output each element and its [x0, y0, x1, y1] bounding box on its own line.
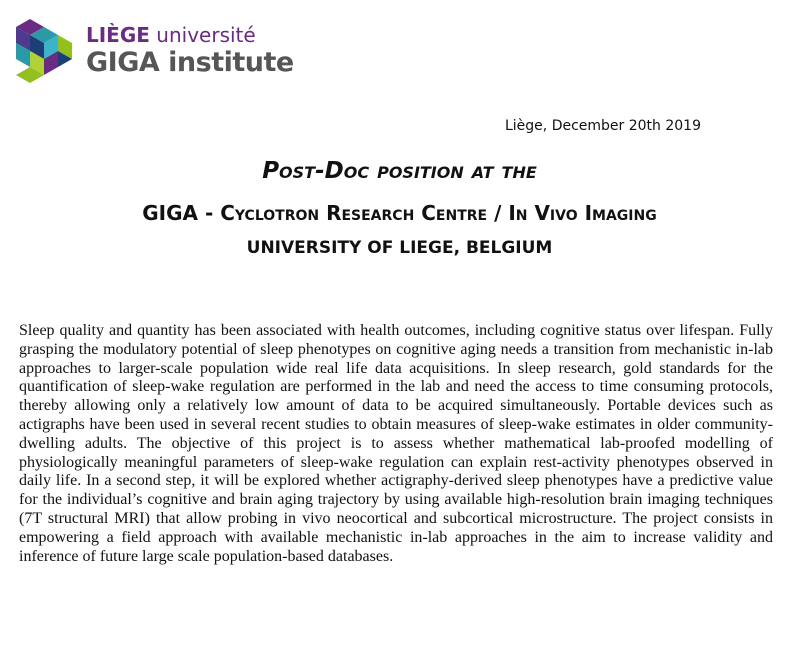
- title-line-2-text: GIGA - Cyclotron Research Centre / In Vivo Imaging: [142, 201, 657, 225]
- title-line-3: UNIVERSITY OF LIEGE, BELGIUM: [246, 238, 553, 258]
- giga-logo-mark-icon: [16, 19, 76, 85]
- logo-university-name-bold: LIÈGE: [86, 23, 150, 47]
- title-line-1-text: Post-Doc position at the: [262, 158, 537, 184]
- body-paragraph: Sleep quality and quantity has been associated with health outcomes, including cognitive status over lifespan. Fully grasping the modulatory potential of sleep phenotypes on cognitive aging needs a transition from mechanistic in-lab approaches to larger-scale population wide real life data acquisitions. In sleep research, gold standards for the quantification of sleep-wake regulation are performed in the lab and need the access to time consuming protocols, thereby allowing only a relatively low amount of data to be acquired simultaneously. Portable devices such as actigraphs have been used in several recent studies to obtain measures of sleep-wake estimates in older community-dwelling adults. The objective of this project is to assess whether mathematical lab-proofed modelling of physiologically meaningful parameters of sleep-wake regulation can explain rest-activity phenotypes observed in daily life. In a second step, it will be explored whether actigraphy-derived sleep phenotypes have a predictive value for the individual’s cognitive and brain aging trajectory by using available high-resolution brain imaging techniques (7T structural MRI) that allow probing in vivo neocortical and subcortical microstructure. The project consists in empowering a field approach with available mechanistic in-lab approaches in the aim to increase validity and inference of future large scale population-based databases.: [19, 322, 773, 565]
- university-logo: [16, 19, 294, 85]
- logo-university-name: [86, 23, 256, 47]
- logo-institute-name: GIGA institute: [86, 47, 294, 78]
- title-line-1: [0, 158, 799, 184]
- place-date: Liège, December 20th 2019: [504, 118, 701, 134]
- title-line-2: [0, 201, 799, 225]
- logo-university-name-rest: université: [149, 23, 256, 47]
